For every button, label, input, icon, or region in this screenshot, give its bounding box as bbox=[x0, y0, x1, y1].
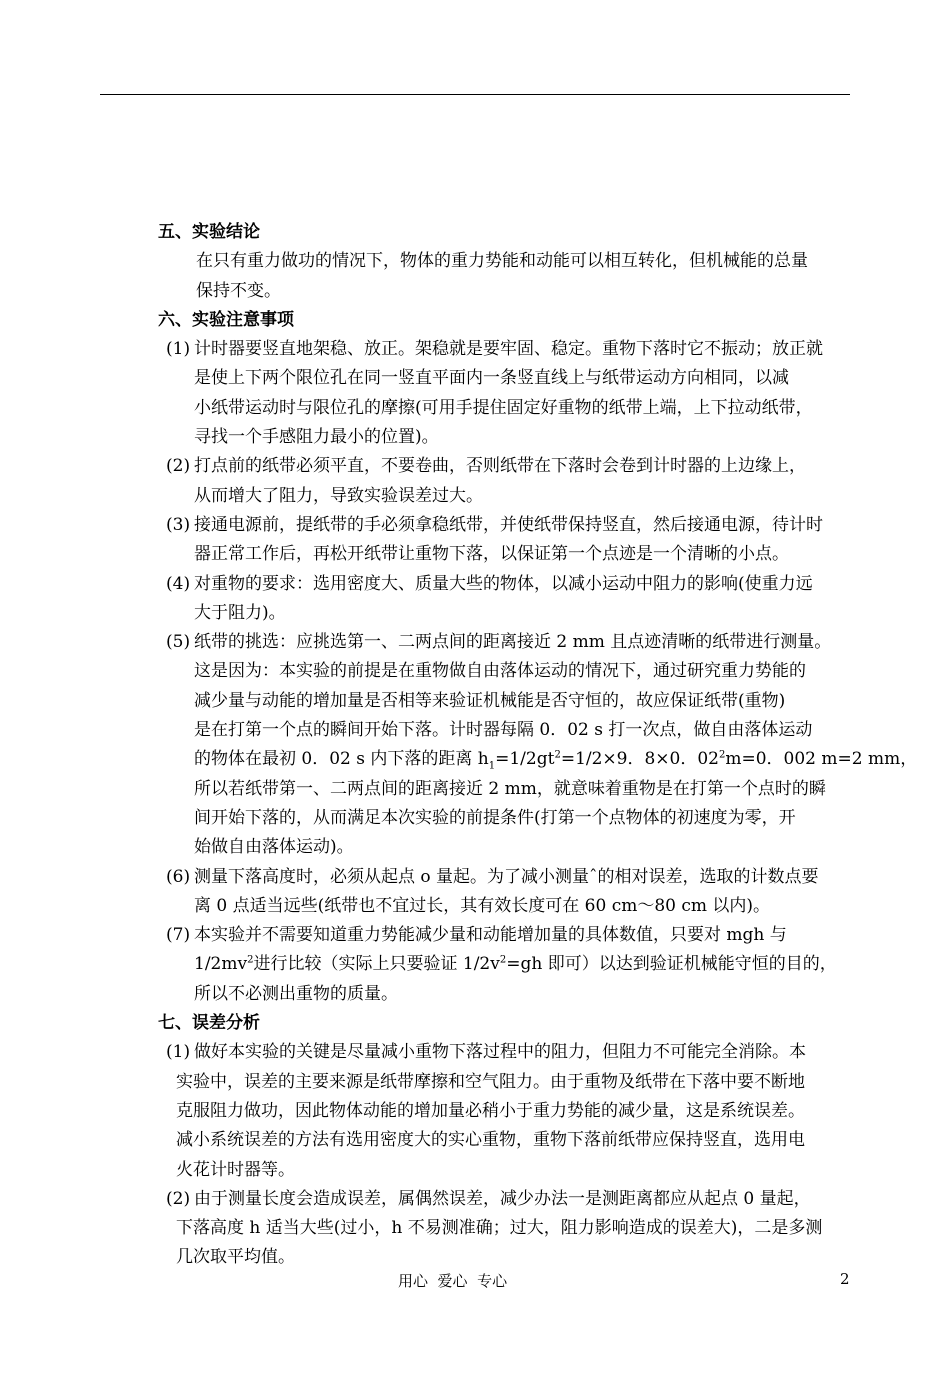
formula-superscript: 2 bbox=[247, 954, 254, 966]
precaution-item-4 bbox=[158, 570, 858, 629]
item-line: 小纸带运动时与限位孔的摩擦(可用手提住固定好重物的纸带上端，上下拉动纸带， bbox=[194, 397, 813, 418]
formula-text: =1/2gt bbox=[495, 749, 555, 770]
item-line: 实验中，误差的主要来源是纸带摩擦和空气阻力。由于重物及纸带在下落中要不断地 bbox=[176, 1071, 805, 1092]
item-line: 间开始下落的，从而满足本次实验的前提条件(打第一个点物体的初速度为零，开 bbox=[194, 807, 796, 828]
item-line: 器正常工作后，再松开纸带让重物下落，以保证第一个点迹是一个清晰的小点。 bbox=[194, 544, 789, 565]
item-line: 这是因为：本实验的前提是在重物做自由落体运动的情况下，通过研究重力势能的 bbox=[194, 661, 806, 682]
precaution-item-6 bbox=[158, 863, 858, 922]
formula-text: =1/2×9．8×0．02 bbox=[560, 749, 719, 770]
item-number: (1) bbox=[166, 1042, 191, 1063]
formula-text: 1/2mv bbox=[194, 954, 248, 975]
precaution-item-5 bbox=[158, 628, 918, 862]
section-title-conclusion: 五、实验结论 bbox=[158, 222, 260, 242]
formula-superscript: 2 bbox=[719, 749, 726, 761]
item-line: 几次取平均值。 bbox=[176, 1247, 295, 1268]
section-title-precautions: 六、实验注意事项 bbox=[158, 309, 294, 330]
error-item-1 bbox=[158, 1038, 858, 1184]
formula-subscript: 1 bbox=[488, 760, 496, 772]
paragraph-line: 在只有重力做功的情况下，物体的重力势能和动能可以相互转化，但机械能的总量 bbox=[196, 251, 808, 272]
item-line: 纸带的挑选：应挑选第一、二两点间的距离接近 2 mm 且点迹清晰的纸带进行测量。 bbox=[194, 632, 832, 653]
item-line: 对重物的要求：选用密度大、质量大些的物体，以减小运动中阻力的影响(使重力远 bbox=[194, 573, 813, 594]
item-line: 从而增大了阻力，导致实验误差过大。 bbox=[194, 485, 483, 506]
section-title-error-analysis: 七、误差分析 bbox=[158, 1013, 260, 1034]
formula-line bbox=[194, 745, 918, 774]
item-line: 是使上下两个限位孔在同一竖直平面内一条竖直线上与纸带运动方向相同，以减 bbox=[194, 368, 789, 389]
formula-superscript: 2 bbox=[499, 954, 507, 966]
error-item-2 bbox=[158, 1185, 858, 1273]
item-line: 克服阻力做功，因此物体动能的增加量必稍小于重力势能的减少量，这是系统误差。 bbox=[176, 1100, 805, 1121]
document-body bbox=[158, 218, 918, 1273]
item-line: 下落高度 h 适当大些(过小，h 不易测准确；过大，阻力影响造成的误差大)，二是多测 bbox=[176, 1218, 823, 1239]
item-line: 做好本实验的关键是尽量减小重物下落过程中的阻力，但阻力不可能完全消除。本 bbox=[194, 1042, 806, 1063]
formula-text: 进行比较（实际上只要验证 1/2v bbox=[253, 954, 500, 975]
item-number: (5) bbox=[166, 632, 191, 653]
item-line: 接通电源前，提纸带的手必须拿稳纸带，并使纸带保持竖直，然后接通电源，待计时 bbox=[194, 514, 823, 535]
item-line: 大于阻力)。 bbox=[194, 602, 286, 623]
paragraph-line: 保持不变。 bbox=[196, 280, 281, 301]
header-rule bbox=[100, 94, 850, 95]
item-line: 本实验并不需要知道重力势能减少量和动能增加量的具体数值，只要对 mgh 与 bbox=[194, 925, 787, 946]
footer-motto: 用心 爱心 专心 bbox=[398, 1272, 508, 1290]
item-line: 测量下落高度时，必须从起点 o 量起。为了减小测量ˆ的相对误差，选取的计数点要 bbox=[194, 866, 819, 887]
item-number: (7) bbox=[166, 925, 191, 946]
item-line: 火花计时器等。 bbox=[176, 1159, 295, 1180]
item-line: 始做自由落体运动)。 bbox=[194, 837, 354, 858]
page-number: 2 bbox=[840, 1270, 850, 1288]
formula-text: 的物体在最初 0．02 s 内下落的距离 h bbox=[194, 749, 489, 770]
item-line: 所以不必测出重物的质量。 bbox=[194, 983, 398, 1004]
item-line: 计时器要竖直地架稳、放正。架稳就是要牢固、稳定。重物下落时它不振动；放正就 bbox=[194, 339, 823, 360]
formula-superscript: 2 bbox=[554, 749, 561, 761]
conclusion-paragraph bbox=[158, 247, 858, 306]
item-line: 是在打第一个点的瞬间开始下落。计时器每隔 0．02 s 打一次点，做自由落体运动 bbox=[194, 720, 813, 741]
formula-text: =gh 即可）以达到验证机械能守恒的目的， bbox=[506, 954, 837, 975]
precaution-item-3 bbox=[158, 511, 858, 570]
item-number: (2) bbox=[166, 1188, 191, 1209]
item-line: 寻找一个手感阻力最小的位置)。 bbox=[194, 427, 439, 448]
item-number: (3) bbox=[166, 514, 191, 535]
item-line: 减少量与动能的增加量是否相等来验证机械能是否守恒的，故应保证纸带(重物) bbox=[194, 690, 786, 711]
precaution-item-2 bbox=[158, 452, 858, 511]
item-line: 减小系统误差的方法有选用密度大的实心重物，重物下落前纸带应保持竖直，选用电 bbox=[176, 1130, 805, 1151]
item-number: (1) bbox=[166, 339, 191, 360]
item-line: 打点前的纸带必须平直，不要卷曲，否则纸带在下落时会卷到计时器的上边缘上， bbox=[194, 456, 806, 477]
formula-line bbox=[194, 950, 858, 979]
formula-text: m=0．002 m=2 mm， bbox=[725, 749, 918, 770]
item-line: 离 0 点适当远些(纸带也不宜过长，其有效长度可在 60 cm～80 cm 以内)。 bbox=[194, 895, 771, 916]
item-line: 所以若纸带第一、二两点间的距离接近 2 mm，就意味着重物是在打第一个点时的瞬 bbox=[194, 778, 826, 799]
precaution-item-7 bbox=[158, 921, 858, 1009]
item-line: 由于测量长度会造成误差，属偶然误差，减少办法一是测距离都应从起点 0 量起， bbox=[194, 1188, 811, 1209]
precaution-item-1 bbox=[158, 335, 858, 452]
item-number: (2) bbox=[166, 456, 191, 477]
item-number: (4) bbox=[166, 573, 191, 594]
item-number: (6) bbox=[166, 866, 191, 887]
